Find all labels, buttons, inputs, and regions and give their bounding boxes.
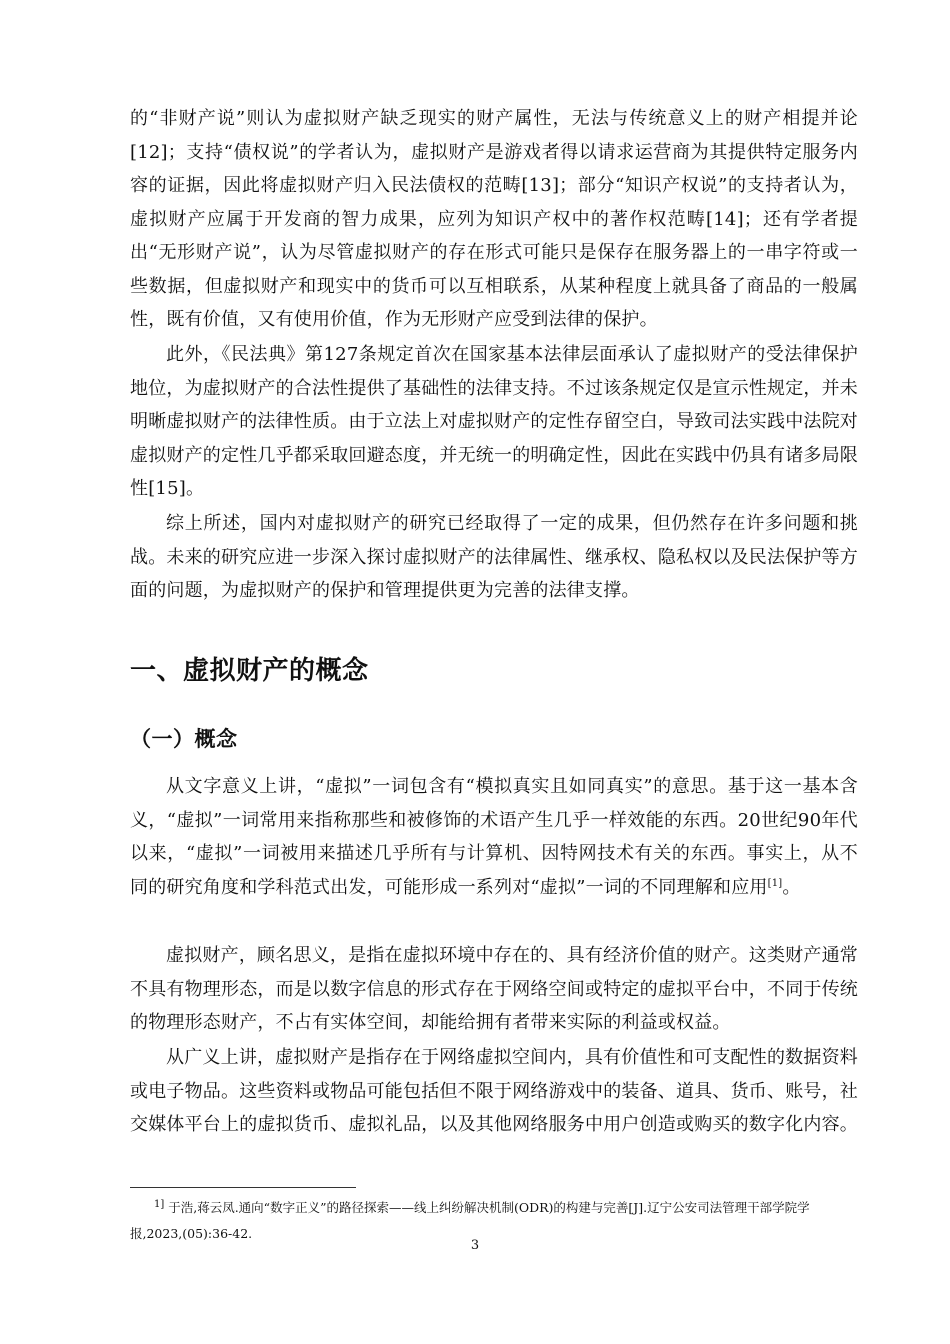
page-number: 3 — [470, 1238, 480, 1253]
paragraph-civil-code: 此外，《民法典》第127条规定首次在国家基本法律层面承认了虚拟财产的受法律保护地位，为虚拟财产的合法性提供了基础性的法律支持。不过该条规定仅是宣示性规定，并未明晰虚拟财产的法律性质。由于立法上对虚拟财产的定性存留空白，导致司法实践中法院对虚拟财产的定性几乎都采取回避态度，并无统一的明确定性，因此在实践中仍具有诸多局限性[15]。 — [130, 344, 858, 499]
paragraph-property-theories: 的“非财产说”则认为虚拟财产缺乏现实的财产属性，无法与传统意义上的财产相提并论[12]；支持“债权说”的学者认为，虚拟财产是游戏者得以请求运营商为其提供特定服务内容的证据，因此将虚拟财产归入民法债权的范畴[13]；部分“知识产权说”的支持者认为，虚拟财产应属于开发商的智力成果，应列为知识产权中的著作权范畴[14]；还有学者提出“无形财产说”，认为尽管虚拟财产的存在形式可能只是保存在服务器上的一串字符或一些数据，但虚拟财产和现实中的货币可以互相联系，从某种程度上就具备了商品的一般属性，既有价值，又有使用价值，作为无形财产应受到法律的保护。 — [130, 108, 858, 330]
paragraph-broad-sense: 从广义上讲，虚拟财产是指存在于网络虚拟空间内，具有价值性和可支配性的数据资料或电子物品。这些资料或物品可能包括但不限于网络游戏中的装备、道具、货币、账号，社交媒体平台上的虚拟货币、虚拟礼品，以及其他网络服务中用户创造或购买的数字化内容。 — [130, 1047, 858, 1135]
paragraph-virtual-property-definition: 虚拟财产，顾名思义，是指在虚拟环境中存在的、具有经济价值的财产。这类财产通常不具有物理形态，而是以数字信息的形式存在于网络空间或特定的虚拟平台中，不同于传统的物理形态财产，不占有实体空间，却能给拥有者带来实际的利益或权益。 — [130, 945, 858, 1033]
section-heading: 一、虚拟财产的概念 — [130, 656, 369, 686]
footnote-reference[interactable]: [1] — [767, 877, 783, 889]
paragraph-virtual-meaning — [130, 770, 858, 904]
paragraph-end-punct: 。 — [782, 876, 801, 898]
footnote-marker: 1] — [154, 1198, 165, 1210]
paragraph-text: 从文字意义上讲，“虚拟”一词包含有“模拟真实且如同真实”的意思。基于这一基本含义，“虚拟”一词常用来指称那些和被修饰的术语产生几乎一样效能的东西。20世纪90年代以来，“虚拟”一词被用来描述几乎所有与计算机、因特网技术有关的东西。事实上，从不同的研究角度和学科范式出发，可能形成一系列对“虚拟”一词的不同理解和应用 — [130, 776, 858, 898]
footnote-text: 于浩,蒋云凤.通向“数字正义”的路径探索——线上纠纷解决机制(ODR)的构建与完善[J].辽宁公安司法管理干部学院学报,2023,(05):36-42. — [130, 1200, 810, 1241]
footnote-divider — [130, 1187, 356, 1188]
paragraph-summary: 综上所述，国内对虚拟财产的研究已经取得了一定的成果，但仍然存在许多问题和挑战。未来的研究应进一步深入探讨虚拟财产的法律属性、继承权、隐私权以及民法保护等方面的问题，为虚拟财产的保护和管理提供更为完善的法律支撑。 — [130, 513, 858, 601]
subsection-heading: （一）概念 — [130, 727, 238, 751]
